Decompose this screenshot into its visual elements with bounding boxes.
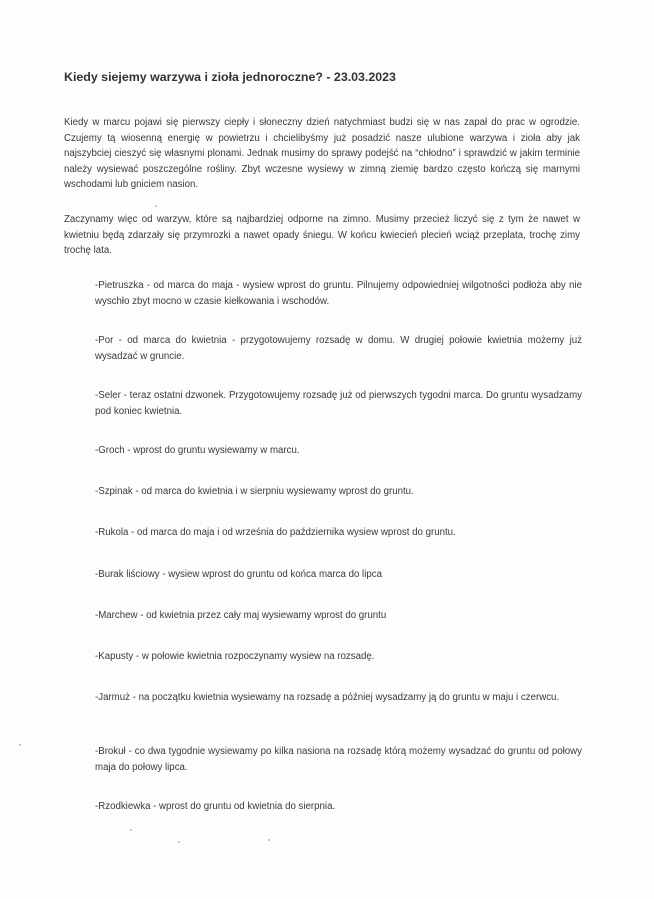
list-item-groch: -Groch - wprost do gruntu wysiewamy w marcu.: [95, 445, 300, 456]
intro-paragraph: Kiedy w marcu pojawi się pierwszy ciepły i słoneczny dzień natychmiast budzi się w nas zapał do prac w ogrodzie. Czujemy tą wiosenną energię w powietrzu i chcielibyśmy już posadzić nasze ulubione warzywa i zioła aby jak najszybciej cieszyć się własnymi plonami. Jednak musimy do sprawy podejść na “chłodno” i sprawdzić w jakim terminie należy wysiewać poszczególne rośliny. Zbyt wczesne wysiewy w zimną ziemię bardzo często kończą się marnymi wschodami lub gniciem nasion.: [64, 117, 580, 191]
list-item-rukola: -Rukola - od marca do maja i od września do października wysiew wprost do gruntu.: [95, 527, 456, 538]
scan-speck: [178, 841, 180, 843]
list-item-jarmuz: -Jarmuż - na początku kwietnia wysiewamy na rozsadę a później wysadzamy ją do gruntu w maju i czerwcu.: [95, 692, 560, 703]
list-item-szpinak: -Szpinak - od marca do kwietnia i w sierpniu wysiewamy wprost do gruntu.: [95, 486, 414, 497]
list-item-kapusty: -Kapusty - w połowie kwietnia rozpoczynamy wysiew na rozsadę.: [95, 651, 375, 662]
list-item-burak: -Burak liściowy - wysiew wprost do gruntu od końca marca do lipca: [95, 569, 382, 580]
list-item-seler: -Seler - teraz ostatni dzwonek. Przygotowujemy rozsadę już od pierwszych tygodni marca. Do gruntu wysadzamy pod koniec kwietnia.: [95, 390, 582, 417]
list-item-marchew: -Marchew - od kwietnia przez cały maj wysiewamy wprost do gruntu: [95, 610, 387, 621]
list-item-rzodkiewka: -Rzodkiewka - wprost do gruntu od kwietnia do sierpnia.: [95, 801, 336, 812]
scan-speck: [155, 205, 157, 207]
list-item-brokul: -Brokuł - co dwa tygodnie wysiewamy po kilka nasiona na rozsadę którą możemy wysadzać do gruntu od połowy maja do połowy lipca.: [95, 746, 582, 773]
document-title: Kiedy siejemy warzywa i zioła jednoroczne? - 23.03.2023: [64, 70, 396, 84]
list-item-pietruszka: -Pietruszka - od marca do maja - wysiew wprost do gruntu. Pilnujemy odpowiedniej wilgotności podłoża aby nie wyschło zbyt mocno w czasie kiełkowania i wschodów.: [95, 280, 582, 307]
scan-speck: [268, 839, 270, 841]
list-item-por: -Por - od marca do kwietnia - przygotowujemy rozsadę w domu. W drugiej połowie kwietnia możemy już wysadzać w gruncie.: [95, 335, 582, 362]
scan-speck: [19, 744, 21, 746]
scan-speck: [130, 829, 132, 831]
cold-resistant-paragraph: Zaczynamy więc od warzyw, które są najbardziej odporne na zimno. Musimy przecież liczyć się z tym że nawet w kwietniu będą zdarzały się przymrozki a nawet opady śniegu. W końcu kwiecień plecień wciąż przeplata, trochę zimy trochę lata.: [64, 214, 580, 257]
